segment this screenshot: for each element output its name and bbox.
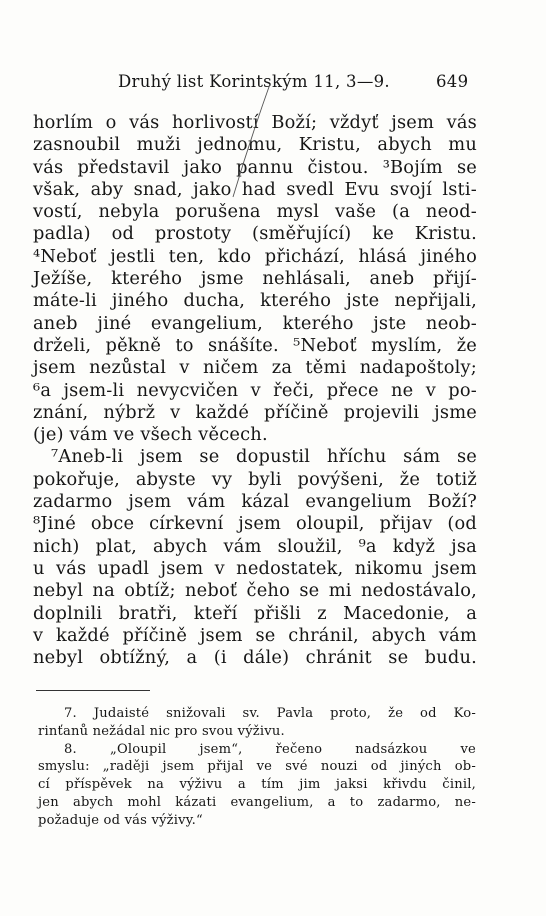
- text-line: drželi, pěkně to snášíte. ⁵Neboť myslím, že: [33, 334, 477, 356]
- body-text: [33, 112, 477, 669]
- footnote-line: 8. „Oloupil jsem“, řečeno nadsázkou ve: [64, 741, 476, 757]
- text-line: ⁸Jiné obce církevní jsem oloupil, přijav (od: [33, 513, 477, 535]
- text-line: nebyl na obtíž; neboť čeho se mi nedostávalo,: [33, 580, 477, 602]
- text-line: zasnoubil muži jednomu, Kristu, abych mu: [33, 134, 477, 156]
- text-line: Ježíše, kterého jsme nehlásali, aneb přijí-: [33, 268, 477, 290]
- text-line: zadarmo jsem vám kázal evangelium Boží?: [33, 491, 477, 513]
- running-title: Druhý list Korintským 11, 3—9.: [118, 72, 390, 91]
- text-line: nebyl obtížný, a (i dále) chránit se budu.: [33, 647, 477, 669]
- footnote-line: smyslu: „raději jsem přijal ve své nouzi od jiných ob-: [38, 759, 476, 775]
- footnote-line: cí příspěvek na výživu a tím jim jaksi křivdu činil,: [38, 777, 476, 793]
- text-line: doplnili bratři, kteří přišli z Macedonie, a: [33, 602, 477, 624]
- text-line: jsem nezůstal v ničem za těmi nadapoštoly;: [33, 357, 477, 379]
- text-line: ⁷Aneb-li jsem se dopustil hříchu sám se: [51, 446, 477, 468]
- footnote-line: požaduje od vás výživy.“: [38, 812, 203, 828]
- text-line: však, aby snad, jako had svedl Evu svojí lsti-: [33, 178, 477, 200]
- page-number: 649: [436, 72, 469, 91]
- text-line: u vás upadl jsem v nedostatek, nikomu jsem: [33, 557, 477, 579]
- footnote-line: rinťanů nežádal nic pro svou výživu.: [38, 723, 285, 739]
- text-line: ⁴Neboť jestli ten, kdo přichází, hlásá jiného: [33, 245, 477, 267]
- footnotes: [38, 705, 476, 830]
- text-line: (je) vám ve všech věcech.: [33, 424, 268, 446]
- text-line: pokořuje, abyste vy byli povýšeni, že totiž: [33, 468, 477, 490]
- footnote-line: jen abych mohl kázati evangelium, a to zadarmo, ne-: [38, 794, 476, 810]
- text-line: znání, nýbrž v každé příčině projevili jsme: [33, 401, 477, 423]
- text-line: vostí, nebyla porušena mysl vaše (a neod-: [33, 201, 477, 223]
- text-line: nich) plat, abych vám sloužil, ⁹a když jsa: [33, 535, 477, 557]
- text-line: máte-li jiného ducha, kterého jste nepřijali,: [33, 290, 477, 312]
- text-line: vás představil jako pannu čistou. ³Bojím se: [33, 156, 477, 178]
- text-line: horlím o vás horlivostí Boží; vždyť jsem vás: [33, 112, 477, 133]
- text-line: v každé příčině jsem se chránil, abych vám: [33, 624, 477, 646]
- text-line: aneb jiné evangelium, kterého jste neob-: [33, 312, 477, 334]
- footnote-line: 7. Judaisté snižovali sv. Pavla proto, že od Ko-: [64, 706, 476, 721]
- footnote-divider: [36, 690, 150, 691]
- text-line: ⁶a jsem-li nevycvičen v řeči, přece ne v po-: [33, 379, 477, 401]
- text-line: padla) od prostoty (směřující) ke Kristu.: [33, 223, 477, 245]
